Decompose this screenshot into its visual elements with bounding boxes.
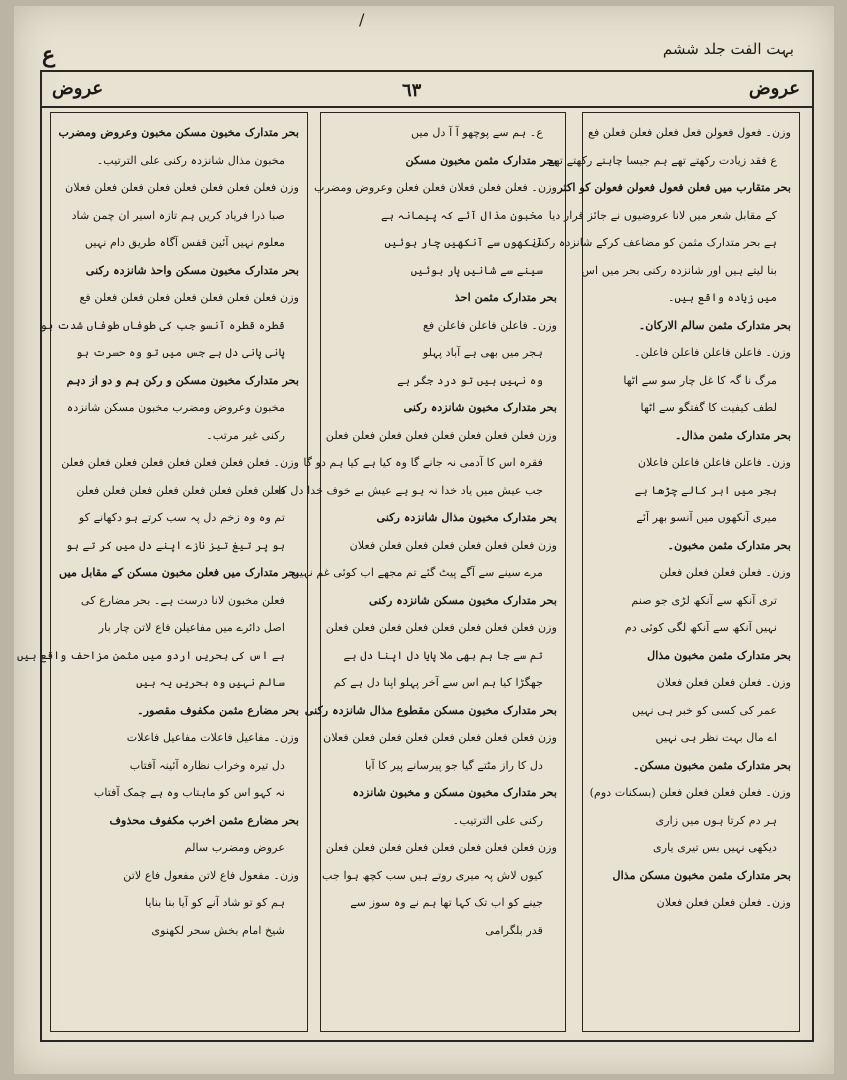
- text-line: بحر متدارک مثمن مذال۔: [675, 427, 791, 442]
- text-line: عروض ومضرب سالم: [184, 841, 285, 854]
- text-line: بحر متدارک مخبون شانزدہ رکنی: [403, 400, 557, 414]
- text-line: وزن۔ فعول فعولن فعل فعلن فعلن فعلن فع: [588, 126, 791, 139]
- text-line: کیوں لاش پہ میری روتے ہیں سب کچھ ہوا جب: [322, 868, 543, 882]
- header-row: [42, 72, 812, 108]
- text-line: رکنی غیر مرتب۔: [206, 428, 285, 442]
- text-line: پانی پانی دل ہے جس میں تو وہ حسرت ہو: [76, 346, 285, 359]
- text-line: جینے کو اب تک کہا تھا ہم نے وہ سوز سے: [350, 896, 543, 909]
- section-title-left: عروض: [52, 78, 104, 99]
- text-line: وزن فعلن فعلن فعلن فعلن فعلن فعلن فعلن فعلان: [65, 181, 299, 194]
- text-line: تری آنکھ سے آنکھ لڑی جو صنم: [631, 593, 777, 607]
- text-line: مرے سینے سے آگے پیٹ گئے تم مجھے اب کوئی غم نہیں: [291, 566, 543, 579]
- text-line: ع۔ ہم سے پوچھو آ آ دل میں: [410, 126, 543, 139]
- text-line: وزن۔ مفاعیل فاعلات مفاعیل فاعلات: [126, 731, 299, 744]
- text-line: کے مقابل شعر میں لانا عروضیوں نے جائز قرار دیا: [548, 208, 777, 222]
- text-line: وزن فعلن فعلن فعلن فعلن فعلن فعلن فعلن فع: [79, 291, 299, 304]
- text-line: ہجر میں ابر کالے چڑھا ہے: [634, 483, 777, 497]
- text-line: قدر بلگرامی: [485, 923, 543, 937]
- text-line: رکنی علی الترتیب۔: [452, 813, 543, 827]
- text-line: بحر مضارع مثمن اخرب مکفوف محذوف: [109, 812, 299, 827]
- running-head: بہت الفت جلد ششم: [662, 40, 794, 58]
- column-left: [17, 112, 308, 1032]
- text-line: وزن فعلن فعلن فعلن فعلن فعلن فعلن فعلان: [349, 538, 557, 552]
- text-line: بحر متدارک مخبون مسکن مقطوع مذال شانزدہ رکنی: [304, 702, 557, 717]
- text-line: وزن۔ فعلن فعلن فعلن فعلن: [659, 566, 791, 579]
- text-line: وزن فعلن فعلن فعلن فعلن فعلن فعلن فعلن فعلن: [325, 621, 557, 634]
- page-letter: ع: [42, 42, 56, 68]
- text-line: بحر متدارک مخبون مسکن و مخبون شانزدہ: [352, 785, 557, 799]
- text-line: تم وہ وہ زخم دل پہ سب کرتے ہو دکھانے کو: [78, 511, 285, 524]
- text-line: آنکھوں سے آنکھیں چار ہوئیں: [384, 236, 543, 249]
- text-line: ہو پر تیغ تیز نازے اپنے دل میں کر تے ہو: [65, 538, 285, 552]
- text-line: سینے سے شانیں پار ہوئیں: [410, 263, 543, 277]
- text-line: وزن۔ فعلن فعلن فعلان فعلن فعلن وعروض ومضرب: [314, 181, 557, 194]
- text-line: وزن۔ فاعلن فاعلن فاعلن فاعلن۔: [634, 346, 791, 359]
- text-line: سالم نہیں وہ بحریں یہ ہیں: [136, 676, 285, 689]
- text-line: دیکھی نہیں بس تیری یاری: [652, 841, 777, 854]
- text-line: ہے بحر متدارک مثمن کو مضاعف کرکے شانزدہ رکنی: [531, 236, 777, 249]
- text-line: دل تیرہ وخراب نظارہ آئینہ آفتاب: [129, 758, 285, 772]
- text-line: نہیں آنکھ سے آنکھ لگی کوئی دم: [624, 621, 777, 634]
- text-line: بحر متدارک مخبون مسکن واحذ شانزدہ رکنی: [85, 262, 299, 277]
- column-right: [531, 112, 800, 1032]
- text-line: عمر کی کسی کو خبر ہی نہیں: [632, 703, 777, 717]
- text-line: وزن فعلن فعلن فعلن فعلن فعلن فعلن فعلن فعلان: [323, 731, 557, 744]
- text-line: مخبون مذال آئے کہ پیمانہ ہے: [381, 208, 543, 222]
- text-line: بحر متدارک مثمن احذ: [454, 290, 557, 304]
- text-line: بحر متدارک مثمن سالم الارکان۔: [638, 317, 791, 332]
- text-line: بحر متدارک مخبون مسکن و رکن ہم و دو از دہم: [66, 372, 299, 387]
- text-line: بحر متدارک مثمن مخبون۔: [667, 537, 791, 552]
- text-line: قطرہ قطرہ آنسو جب کی طوفاں طوفاں شدت ہو: [40, 318, 285, 332]
- text-line: بحر متدارک مخبون مذال شانزدہ رکنی: [376, 510, 557, 524]
- text-line: میں زیادہ واقع ہیں۔: [668, 291, 777, 304]
- text-line: فعلن فعلن فعلن فعلن فعلن فعلن فعلن فعلن: [76, 483, 285, 497]
- page-number: ٦٣: [402, 80, 422, 101]
- text-line: فقرہ اس کا آدمی نہ جانے گا وہ کیا ہے کیا ہم دو گا: [303, 456, 543, 469]
- text-line: وزن فعلن فعلن فعلن فعلن فعلن فعلن فعلن فعلن: [325, 428, 557, 442]
- text-line: وزن فعلن فعلن فعلن فعلن فعلن فعلن فعلن فعلن: [325, 841, 557, 854]
- text-line: ہر دم کرتا ہوں میں زاری: [655, 813, 777, 827]
- text-line: وزن۔ فعلن فعلن فعلن فعلن (بسکنات دوم): [589, 786, 791, 799]
- text-line: بحر متدارک مخبون مسکن شانزدہ رکنی: [368, 592, 557, 607]
- text-line: فعلن مخبون لانا درست ہے۔ بحر مضارع کی: [80, 593, 285, 607]
- text-line: نہ کہو اس کو ماہتاب وہ ہے چمک آفتاب: [93, 786, 285, 799]
- text-line: وزن۔ فاعلن فاعلن فاعلن فع: [422, 318, 557, 332]
- text-line: وزن۔ فعلن فعلن فعلن فعلان: [656, 676, 791, 689]
- text-line: وزن۔ فعلن فعلن فعلن فعلن فعلن فعلن فعلن فعلن: [61, 456, 299, 469]
- text-line: دل کا راز مٹتے گیا جو پیرسانے پیر کا آیا: [364, 758, 543, 772]
- text-line: ہجر میں بھی ہے آباد پہلو: [422, 346, 543, 359]
- column-middle: [278, 112, 566, 1032]
- text-line: اصل دائرے میں مفاعیلن فاع لاتن چار بار: [98, 621, 285, 634]
- text-line: جھگڑا کیا ہم اس سے آخر پہلو اپنا دل ہے کم: [333, 676, 543, 689]
- text-line: جب عیش میں یاد خدا نہ ہو ہے عیش بے خوف خدا دل کا: [278, 483, 543, 497]
- text-line: بحر متدارک مثمن مخبون مسکن۔: [632, 757, 791, 772]
- text-line: شیخ امام بخش سحر لکھنوی: [151, 923, 285, 937]
- text-line: بحر متدارک مثمن مخبون مذال: [647, 647, 791, 662]
- text-line: ہم کو تو شاد آنے کو آیا بنا بنایا: [144, 896, 285, 909]
- text-line: صبا ذرا فریاد کریں ہم تازہ اسیر ان چمن شاد: [71, 208, 285, 222]
- text-line: لطف کیفیت کا گفتگو سے اٹھا: [640, 401, 777, 414]
- text-line: بحر متدارک مثمن مخبون مسکن: [405, 152, 557, 167]
- text-line: ع فقد زیادت رکھتے تھے ہم جیسا چاہتے رکھتے تھے: [548, 153, 777, 167]
- text-line: میری آنکھوں میں آنسو بھر آئے: [636, 511, 777, 524]
- text-line: وزن۔ فعلن فعلن فعلن فعلان: [656, 896, 791, 909]
- text-line: بحر متدارک مخبون مسکن مخبون وعروض ومضرب: [58, 125, 299, 139]
- text-line: مرگ نا گہ کا غل چار سو سے اٹھا: [623, 373, 777, 387]
- text-line: مخبون مذال شانزدہ رکنی علی الترتیب۔: [96, 153, 285, 167]
- document-page: [14, 6, 834, 1074]
- top-mark: /: [359, 10, 365, 29]
- page-frame: [17, 70, 814, 1042]
- text-line: وہ نہیں ہیں تو درد جگر ہے: [397, 373, 543, 387]
- text-line: وزن۔ فاعلن فاعلن فاعلن فاعلان: [637, 456, 791, 469]
- text-line: بنا لیتے ہیں اور شانزدہ رکنی بحر میں اس: [581, 263, 777, 277]
- text-line: بحر متدارک میں فعلن مخبون مسکن کے مقابل میں: [59, 565, 299, 579]
- section-title-right: عروض: [748, 78, 800, 99]
- text-line: بحر مضارع مثمن مکفوف مقصور۔: [137, 702, 299, 717]
- text-line: اے مال بہت نظر ہی نہیں: [655, 731, 777, 744]
- text-line: وزن۔ مفعول فاع لاتن مفعول فاع لاتن: [123, 868, 299, 882]
- text-line: مخبون وعروض ومضرب مخبون مسکن شانزدہ: [66, 401, 285, 414]
- text-line: بحر متدارک مثمن مخبون مسکن مذال: [612, 867, 791, 882]
- text-line: معلوم نہیں آئین قفس آگاہ طریق دام نہیں: [84, 236, 285, 249]
- text-line: ہے اس کی بحریں اردو میں مثمن مزاحف واقع ہیں: [17, 648, 285, 662]
- text-line: تم سے جا ہم بھی ملا پایا دل اپنا دل ہے: [343, 648, 543, 662]
- text-line: بحر متقارب میں فعلن فعول فعولن فعولن کو اکثر: [557, 180, 791, 194]
